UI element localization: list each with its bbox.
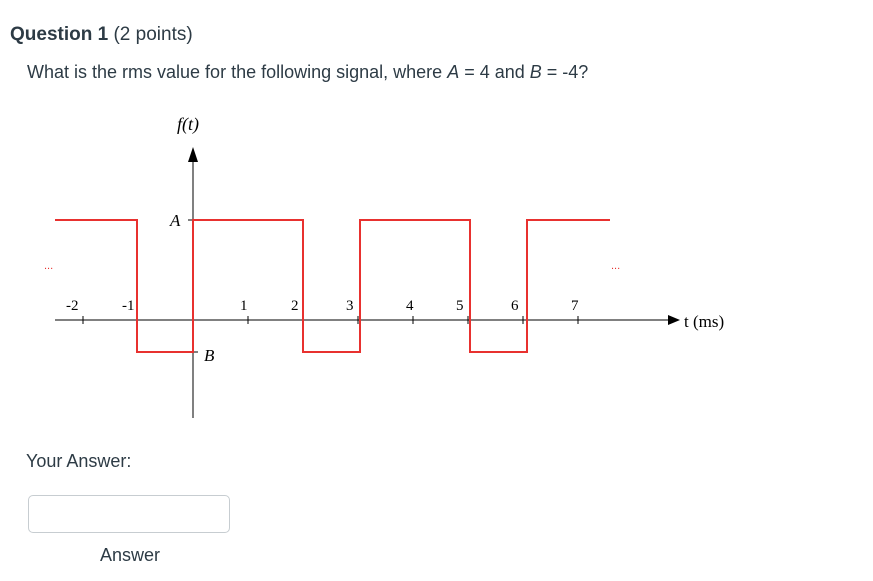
time-axis-arrow-icon bbox=[668, 315, 680, 325]
amplitude-B-label: B bbox=[204, 346, 215, 365]
amplitude-axis-arrow-icon bbox=[188, 147, 198, 162]
square-wave-signal bbox=[55, 220, 610, 352]
tick-label-5: 5 bbox=[456, 298, 464, 314]
question-points: (2 points) bbox=[113, 24, 193, 45]
x-axis-label: t (ms) bbox=[684, 312, 725, 331]
question-A-symbol: A bbox=[447, 62, 460, 82]
question-text-part2: = 4 and bbox=[459, 62, 530, 82]
question-B-symbol: B bbox=[529, 62, 542, 82]
tick-label-neg1: -1 bbox=[122, 298, 135, 314]
tick-label-6: 6 bbox=[511, 298, 519, 314]
tick-label-3: 3 bbox=[346, 298, 354, 314]
answer-input[interactable] bbox=[28, 495, 230, 533]
ellipsis-left: ... bbox=[44, 260, 54, 272]
tick-label-7: 7 bbox=[571, 298, 579, 314]
your-answer-label: Your Answer: bbox=[26, 451, 132, 471]
ellipsis-right: ... bbox=[611, 260, 621, 272]
tick-label-1: 1 bbox=[240, 298, 248, 314]
question-text-part3: = -4? bbox=[541, 62, 589, 82]
tick-label-2: 2 bbox=[291, 298, 299, 314]
y-axis-label: f(t) bbox=[177, 114, 199, 134]
question-text-part1: What is the rms value for the following signal, where bbox=[27, 62, 448, 82]
tick-marks bbox=[83, 220, 578, 352]
tick-label-neg2: -2 bbox=[66, 298, 79, 314]
amplitude-A-label: A bbox=[170, 211, 181, 230]
question-number: Question 1 bbox=[10, 24, 109, 45]
tick-label-4: 4 bbox=[406, 298, 414, 314]
answer-caption: Answer bbox=[100, 545, 161, 565]
